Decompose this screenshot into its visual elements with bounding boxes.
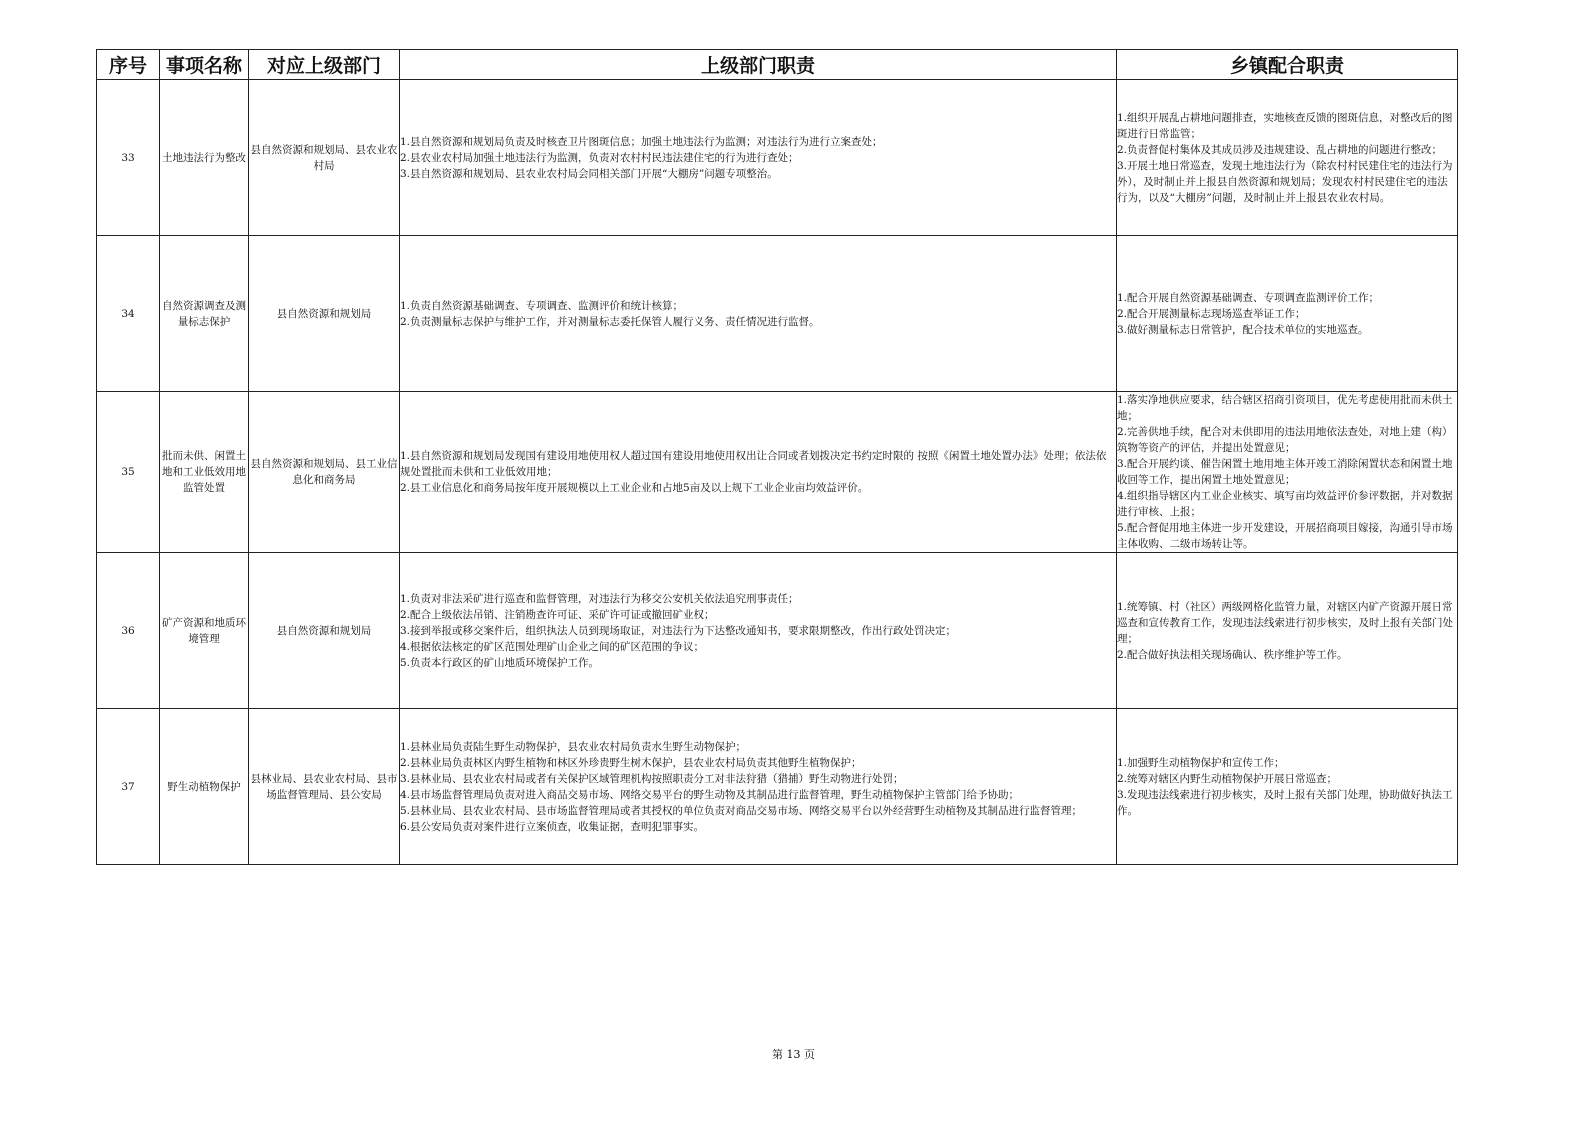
row-number: 36 [97,553,160,709]
upper-duty-line: 6.县公安局负责对案件进行立案侦查，收集证据，查明犯罪事实。 [400,820,705,833]
row-number: 35 [97,392,160,553]
upper-duty-line: 3.县林业局、县农业农村局或者有关保护区域管理机构按照职责分工对非法狩猎（猎捕）野生动物进行处罚； [400,772,904,785]
upper-duty-line: 1.负责自然资源基础调查、专项调查、监测评价和统计核算； [400,299,684,312]
upper-duty-cell [400,709,1117,865]
duty-table [96,49,1458,865]
upper-duty-line: 1.县自然资源和规划局负责及时核查卫片图斑信息；加强土地违法行为监测；对违法行为进行立案查处； [400,135,883,148]
upper-duty-cell [400,236,1117,392]
table-row [97,392,1458,553]
table-row [97,709,1458,865]
table-row [97,80,1458,236]
town-duty-line: 3.做好测量标志日常管护，配合技术单位的实地巡查。 [1117,323,1369,336]
upper-duty-line: 1.县林业局负责陆生野生动物保护，县农业农村局负责水生野生动物保护； [400,740,747,753]
row-number: 37 [97,709,160,865]
header-num: 序号 [97,50,160,80]
upper-duty-line: 5.负责本行政区的矿山地质环境保护工作。 [400,656,600,669]
town-duty-line: 5.配合督促用地主体进一步开发建设，开展招商项目嫁接，沟通引导市场主体收购、二级市场转让等。 [1117,522,1453,550]
upper-duty-line: 1.负责对非法采矿进行巡查和监督管理，对违法行为移交公安机关依法追究刑事责任； [400,592,799,605]
row-number: 33 [97,80,160,236]
town-duty-line: 4.组织指导辖区内工业企业核实、填写亩均效益评价参评数据，并对数据进行审核、上报； [1117,490,1453,518]
town-duty-cell [1117,709,1458,865]
header-upper-duty: 上级部门职责 [400,50,1117,80]
upper-department: 县自然资源和规划局、县农业农村局 [249,80,400,236]
row-number: 34 [97,236,160,392]
upper-duty-line: 4.县市场监督管理局负责对进入商品交易市场、网络交易平台的野生动物及其制品进行监督管理，野生动植物保护主管部门给予协助； [400,788,1020,801]
item-name: 野生动植物保护 [160,709,249,865]
town-duty-line: 1.统筹镇、村（社区）两级网格化监管力量，对辖区内矿产资源开展日常巡查和宣传教育工作，发现违法线索进行初步核实，及时上报有关部门处理； [1117,600,1453,645]
upper-duty-line: 2.负责测量标志保护与维护工作，并对测量标志委托保管人履行义务、责任情况进行监督。 [400,315,820,328]
upper-duty-line: 2.县林业局负责林区内野生植物和林区外珍贵野生树木保护，县农业农村局负责其他野生植物保护； [400,756,862,769]
table-row [97,236,1458,392]
upper-department: 县自然资源和规划局 [249,553,400,709]
item-name: 自然资源调查及测量标志保护 [160,236,249,392]
town-duty-line: 2.配合开展测量标志现场巡查举证工作； [1117,307,1306,320]
upper-department: 县自然资源和规划局、县工业信息化和商务局 [249,392,400,553]
town-duty-line: 2.完善供地手续，配合对未供即用的违法用地依法查处，对地上建（构）筑物等资产的评估，并提出处置意见； [1117,426,1453,454]
upper-duty-line: 2.配合上级依法吊销、注销勘查许可证、采矿许可证或撤回矿业权； [400,608,715,621]
upper-duty-line: 1.县自然资源和规划局发现国有建设用地使用权人超过国有建设用地使用权出让合同或者划拨决定书约定时限的 按照《闲置土地处置办法》处理；依法依规处置批而未供和工业低效用地； [400,450,1107,478]
town-duty-cell [1117,392,1458,553]
upper-duty-cell [400,553,1117,709]
upper-duty-line: 3.县自然资源和规划局、县农业农村局会同相关部门开展“大棚房”问题专项整治。 [400,167,778,180]
town-duty-line: 1.加强野生动植物保护和宣传工作； [1117,756,1285,769]
item-name: 土地违法行为整改 [160,80,249,236]
upper-duty-line: 2.县农业农村局加强土地违法行为监测，负责对农村村民违法建住宅的行为进行查处； [400,151,799,164]
upper-duty-line: 4.根据依法核定的矿区范围处理矿山企业之间的矿区范围的争议； [400,640,705,653]
header-name: 事项名称 [160,50,249,80]
town-duty-cell [1117,80,1458,236]
item-name: 批而未供、闲置土地和工业低效用地监管处置 [160,392,249,553]
header-dept: 对应上级部门 [249,50,400,80]
upper-duty-cell [400,392,1117,553]
town-duty-cell [1117,553,1458,709]
upper-duty-line: 3.接到举报或移交案件后，组织执法人员到现场取证，对违法行为下达整改通知书，要求限期整改，作出行政处罚决定； [400,624,957,637]
town-duty-line: 2.统筹对辖区内野生动植物保护开展日常巡查； [1117,772,1338,785]
town-duty-line: 3.配合开展约谈、催告闲置土地用地主体开竣工消除闲置状态和闲置土地收回等工作，提出闲置土地处置意见； [1117,458,1453,486]
town-duty-line: 1.配合开展自然资源基础调查、专项调查监测评价工作； [1117,291,1380,304]
upper-duty-cell [400,80,1117,236]
town-duty-cell [1117,236,1458,392]
upper-department: 县林业局、县农业农村局、县市场监督管理局、县公安局 [249,709,400,865]
header-town-duty: 乡镇配合职责 [1117,50,1458,80]
page-number: 第 13 页 [772,1048,815,1061]
table-header-row [97,50,1458,80]
upper-duty-line: 2.县工业信息化和商务局按年度开展规模以上工业企业和占地5亩及以上规下工业企业亩均效益评价。 [400,482,869,494]
town-duty-line: 3.发现违法线索进行初步核实，及时上报有关部门处理，协助做好执法工作。 [1117,788,1453,817]
upper-department: 县自然资源和规划局 [249,236,400,392]
table-row [97,553,1458,709]
town-duty-line: 2.配合做好执法相关现场确认、秩序维护等工作。 [1117,648,1348,661]
town-duty-line: 1.组织开展乱占耕地问题排查，实地核查反馈的图斑信息，对整改后的图斑进行日常监管； [1117,111,1453,140]
town-duty-line: 1.落实净地供应要求，结合辖区招商引资项目，优先考虑使用批而未供土地； [1117,394,1453,422]
town-duty-line: 2.负责督促村集体及其成员涉及违规建设、乱占耕地的问题进行整改； [1117,143,1443,156]
item-name: 矿产资源和地质环境管理 [160,553,249,709]
town-duty-line: 3.开展土地日常巡查，发现土地违法行为（除农村村民建住宅的违法行为外），及时制止并上报县自然资源和规划局；发现农村村民建住宅的违法行为，以及“大棚房”问题，及时制止并上报县农业农村局。 [1117,159,1453,204]
upper-duty-line: 5.县林业局、县农业农村局、县市场监督管理局或者其授权的单位负责对商品交易市场、网络交易平台以外经营野生动植物及其制品进行监督管理； [400,804,1083,817]
